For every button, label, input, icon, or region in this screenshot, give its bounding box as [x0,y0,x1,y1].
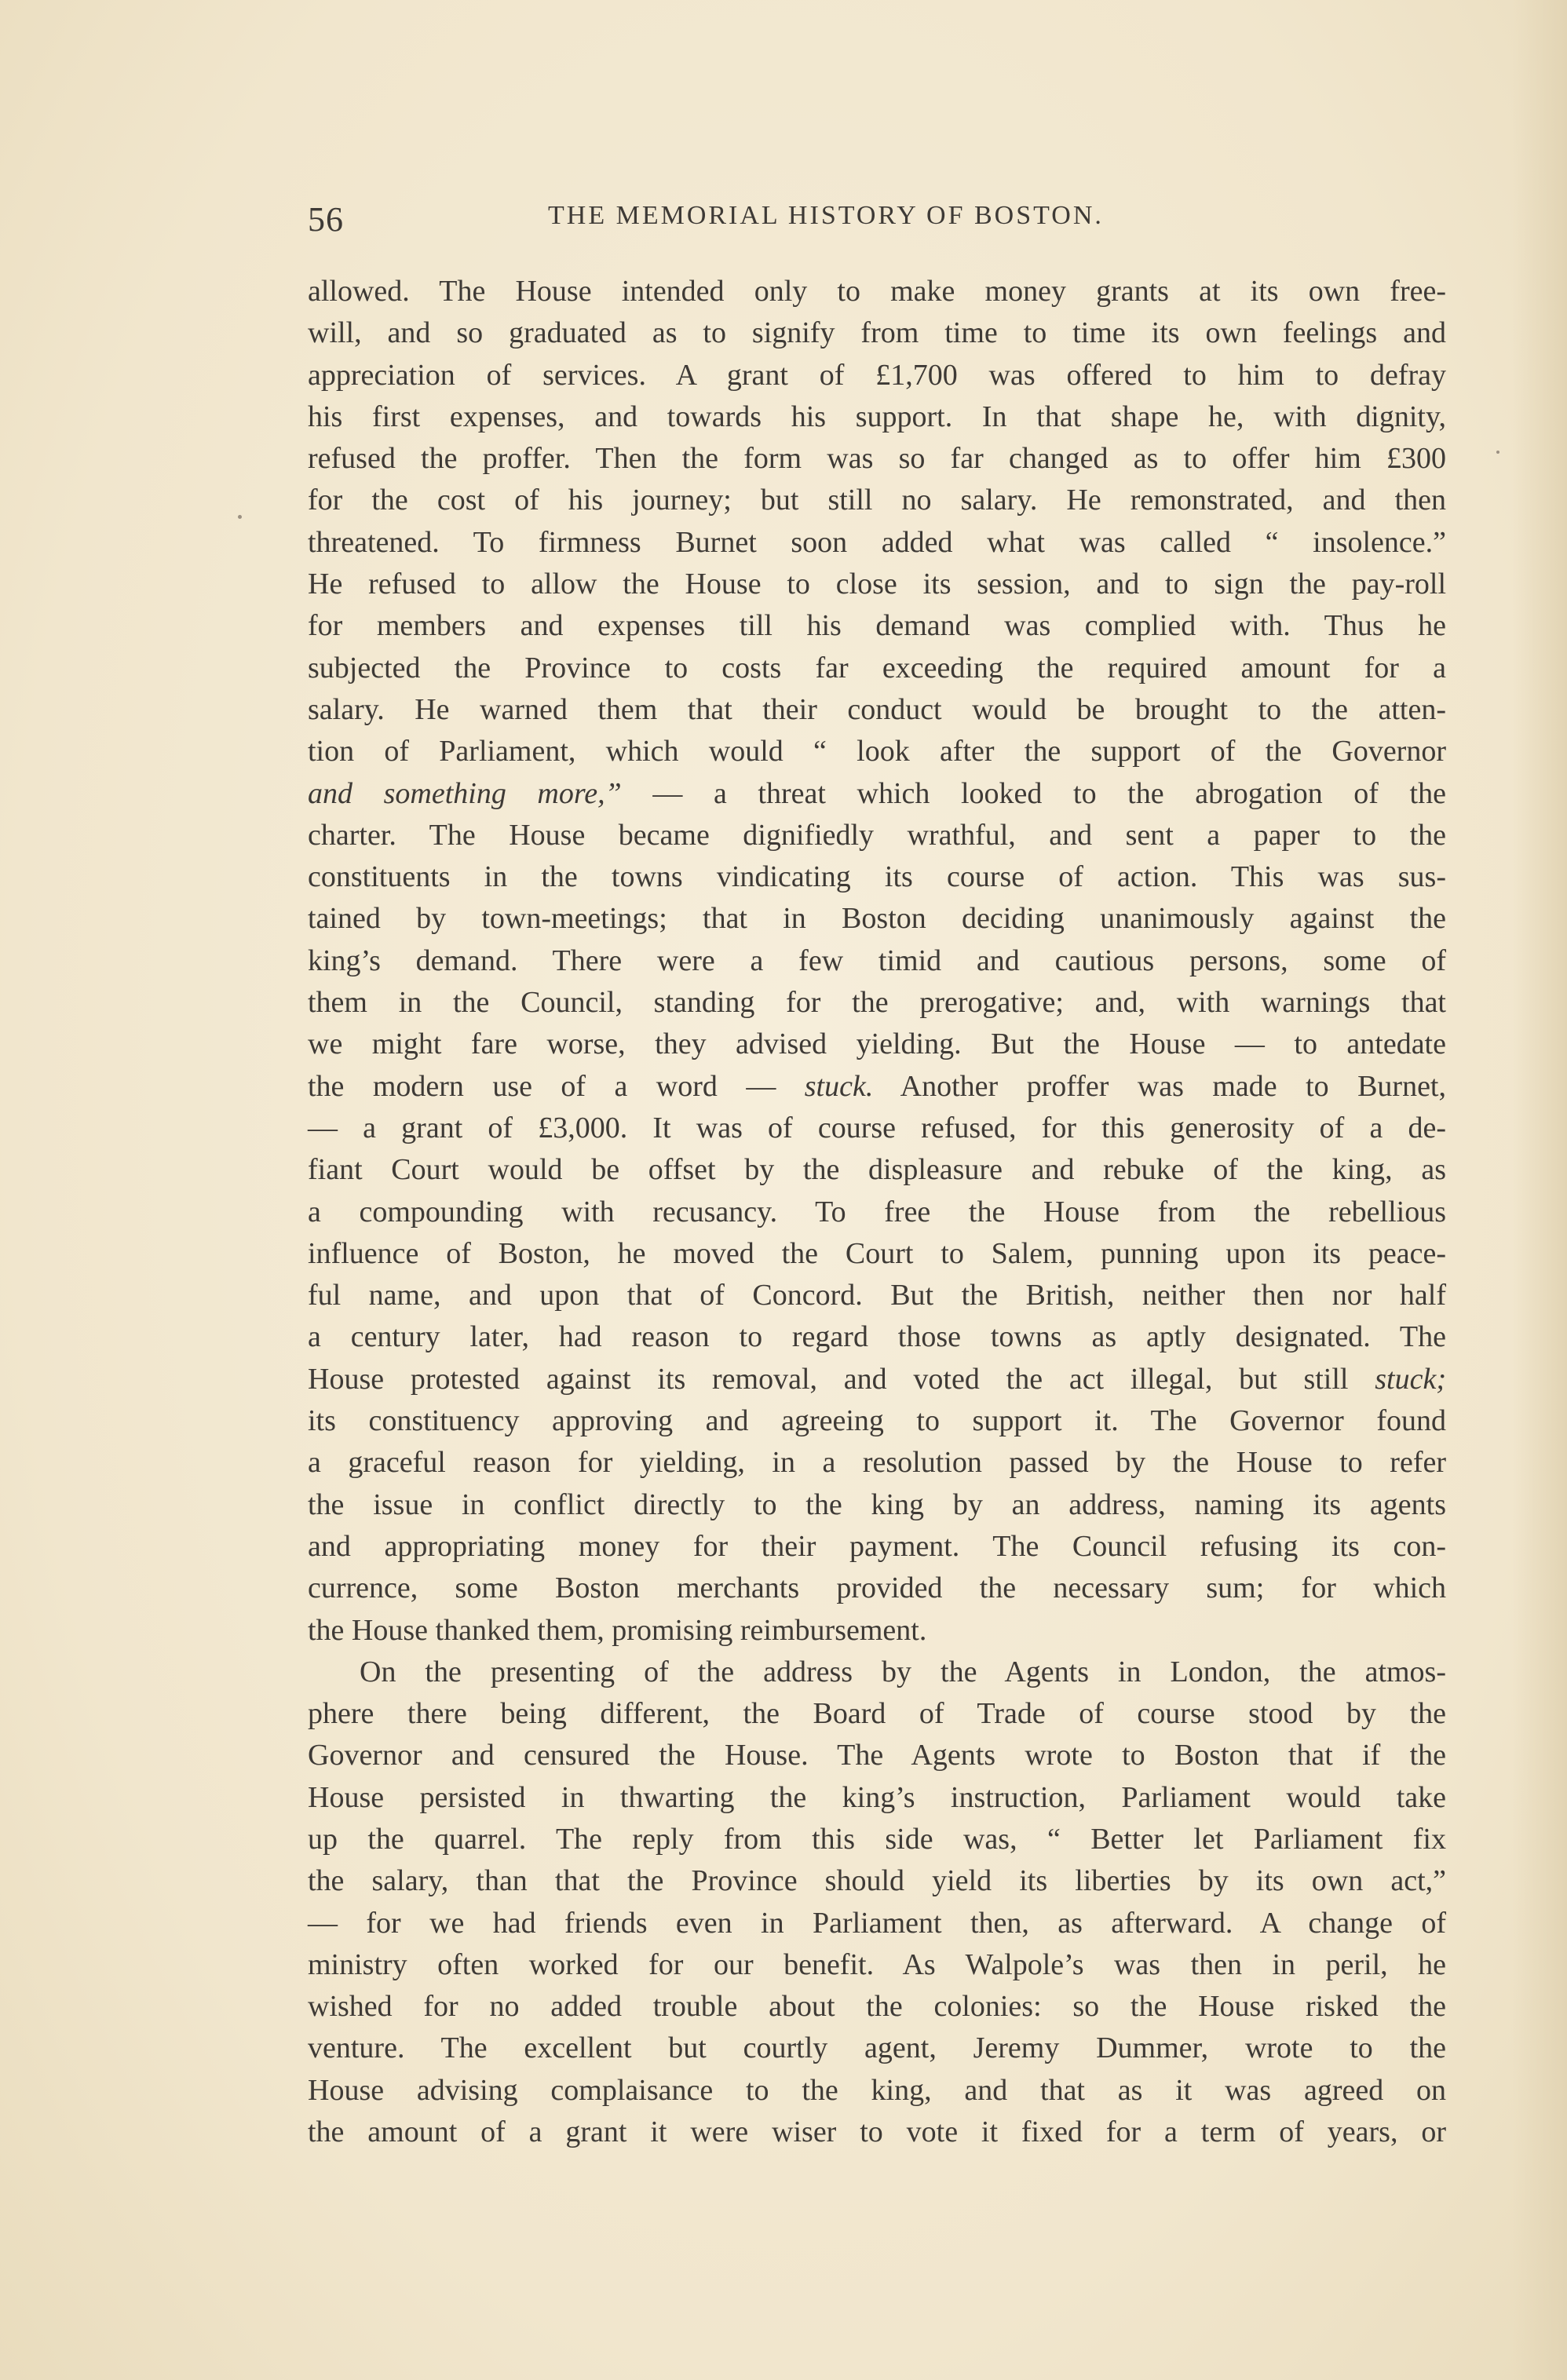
text-line: He refused to allow the House to close its session, and to sign the pay-roll [308,568,1446,601]
text-line [308,773,1446,815]
text-line: Governor and censured the House. The Agents wrote to Boston that if the [308,1739,1446,1772]
text-line: for members and expenses till his demand was complied with. Thus he [308,609,1446,643]
text-line: fiant Court would be offset by the displeasure and rebuke of the king, as [308,1153,1446,1187]
text-line: — a grant of £3,000. It was of course refused, for this generosity of a de- [308,1111,1446,1144]
text-line: up the quarrel. The reply from this side was, “ Better let Parliament fix [308,1822,1446,1856]
text-line: On the presenting of the address by the Agents in London, the atmos- [360,1655,1446,1688]
text-line: House persisted in thwarting the king’s instruction, Parliament would take [308,1780,1446,1814]
text-run: Another proffer was made to Burnet, [873,1069,1446,1103]
text-line: refused the proffer. Then the form was so far changed as to offer him £300 [308,442,1446,476]
text-line: and appropriating money for their payment. The Council refusing its con- [308,1529,1446,1563]
text-line: — for we had friends even in Parliament then, as afterward. A change of [308,1906,1446,1940]
text-line: will, and so graduated as to signify from time to time its own feelings and [308,316,1446,350]
text-line [308,1066,1446,1108]
text-line [308,1359,1446,1400]
paper-speck [238,515,242,519]
text-line: ful name, and upon that of Concord. But the British, neither then nor half [308,1279,1446,1312]
text-line: for the cost of his journey; but still no salary. He remonstrated, and then [308,484,1446,517]
text-line: the amount of a grant it were wiser to vote it fixed for a term of years, or [308,2115,1446,2149]
text-line: constituents in the towns vindicating its course of action. This was sus- [308,860,1446,894]
page-edge-shadow [1512,0,1567,2380]
text-line: its constituency approving and agreeing to support it. The Governor found [308,1404,1446,1438]
text-line: influence of Boston, he moved the Court to Salem, punning upon its peace- [308,1236,1446,1270]
text-line: House advising complaisance to the king, and that as it was agreed on [308,2073,1446,2107]
text-line: allowed. The House intended only to make money grants at its own free- [308,275,1446,308]
text-line: subjected the Province to costs far exceeding the required amount for a [308,651,1446,684]
text-line: the House thanked them, promising reimbursement. [308,1613,927,1647]
text-line: currence, some Boston merchants provided the necessary sum; for which [308,1571,1446,1605]
text-line: a graceful reason for yielding, in a resolution passed by the House to refer [308,1446,1446,1480]
text-line: his first expenses, and towards his support. In that shape he, with dignity, [308,400,1446,433]
running-title: THE MEMORIAL HISTORY OF BOSTON. [548,201,1104,230]
text-line: tion of Parliament, which would “ look after the support of the Governor [308,735,1446,768]
text-line: venture. The excellent but courtly agent, Jeremy Dummer, wrote to the [308,2031,1446,2065]
page-number: 56 [308,200,344,239]
text-run: the modern use of a word — [308,1069,805,1103]
text-line: threatened. To firmness Burnet soon added what was called “ insolence.” [308,525,1446,559]
text-line: wished for no added trouble about the colonies: so the House risked the [308,1990,1446,2024]
text-line: king’s demand. There were a few timid and cautious persons, some of [308,944,1446,977]
text-line: the issue in conflict directly to the king by an address, naming its agents [308,1488,1446,1521]
body-text [308,271,1446,2153]
italic-word: stuck. [804,1069,874,1103]
text-line: tained by town-meetings; that in Boston deciding unanimously against the [308,902,1446,936]
text-run: — a threat which looked to the abrogation of the [621,776,1446,810]
text-line: ministry often worked for our benefit. As Walpole’s was then in peril, he [308,1947,1446,1981]
text-line: charter. The House became dignifiedly wrathful, and sent a paper to the [308,818,1446,852]
text-line: the salary, than that the Province should yield its liberties by its own act,” [308,1864,1446,1898]
text-line: appreciation of services. A grant of £1,700 was offered to him to defray [308,358,1446,392]
italic-word: stuck; [1375,1362,1446,1396]
text-line: a compounding with recusancy. To free the House from the rebellious [308,1195,1446,1228]
text-line: phere there being different, the Board of Trade of course stood by the [308,1697,1446,1731]
text-line: them in the Council, standing for the prerogative; and, with warnings that [308,986,1446,1020]
text-line: we might fare worse, they advised yielding. But the House — to antedate [308,1028,1446,1061]
running-header [308,196,1446,243]
text-line: salary. He warned them that their conduct would be brought to the atten- [308,692,1446,726]
paper-speck [1496,451,1499,454]
italic-phrase: and something more,” [308,776,622,810]
text-line: a century later, had reason to regard those towns as aptly designated. The [308,1320,1446,1354]
text-run: House protested against its removal, and voted the act illegal, but still [308,1362,1375,1396]
